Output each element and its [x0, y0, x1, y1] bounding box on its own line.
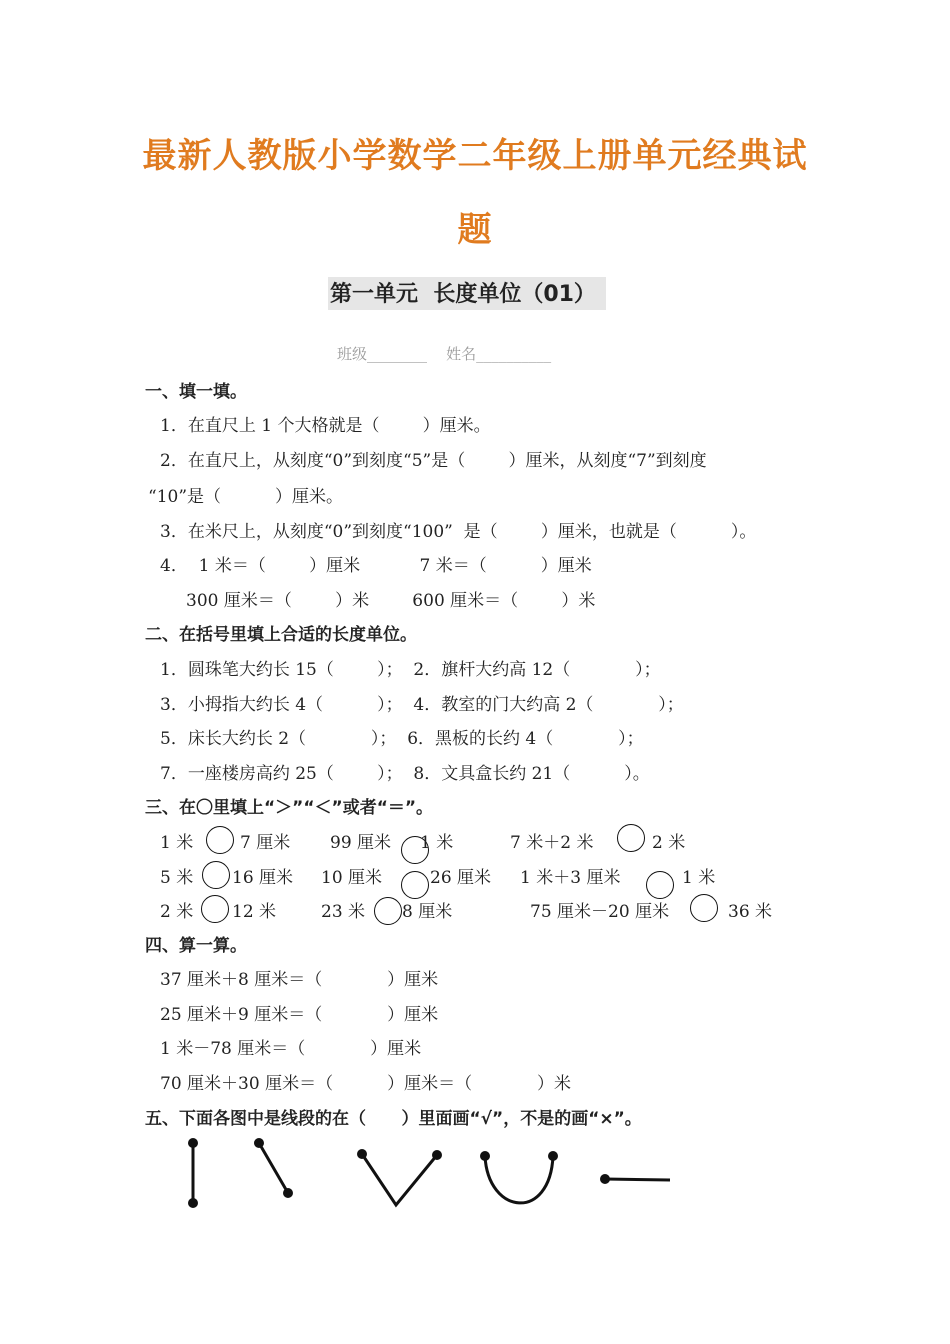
fill-line-1: 1．在直尺上 1 个大格就是（ ）厘米。 [160, 416, 491, 436]
section-4-heading: 四、算一算。 [145, 936, 247, 956]
unit-line-3: 5．床长大约长 2（ ）； 6．黑板的长约 4（ ）； [160, 729, 644, 749]
compare-right: 7 厘米 [240, 833, 291, 853]
compare-left: 1 米＋3 厘米 [520, 868, 621, 888]
calc-line-2: 25 厘米＋9 厘米＝（ ）厘米 [160, 1005, 439, 1025]
fill-line-3: 3．在米尺上，从刻度“0”到刻度“100” 是（ ）厘米，也就是（ ）。 [160, 522, 757, 542]
figure-curve [482, 1153, 557, 1203]
compare-right: 12 米 [232, 902, 277, 922]
compare-left: 99 厘米 [330, 833, 392, 853]
compare-left: 7 米＋2 米 [510, 833, 594, 853]
calc-line-1: 37 厘米＋8 厘米＝（ ）厘米 [160, 970, 439, 990]
compare-left: 1 米 [160, 833, 194, 853]
compare-right: 1 米 [682, 868, 716, 888]
fill-line-2-cont: “10”是（ ）厘米。 [148, 487, 344, 507]
section-5-heading: 五、下面各图中是线段的在（ ）里面画“√”，不是的画“×”。 [145, 1109, 642, 1129]
unit-title: 第一单元 长度单位（01） [328, 277, 606, 310]
compare-left: 2 米 [160, 902, 194, 922]
section-1-heading: 一、填一填。 [145, 382, 247, 402]
title-line-1: 最新人教版小学数学二年级上册单元经典试 [142, 136, 808, 176]
fill-line-2: 2．在直尺上，从刻度“0”到刻度“5”是（ ）厘米，从刻度“7”到刻度 [160, 451, 707, 471]
class-name-line: 班级________ 姓名__________ [337, 345, 552, 363]
unit-line-2: 3．小拇指大约长 4（ ）； 4．教室的门大约高 2（ ）； [160, 695, 684, 715]
unit-line-4: 7．一座楼房高约 25（ ）； 8．文具盒长约 21（ ）。 [160, 764, 650, 784]
compare-right: 2 米 [652, 833, 686, 853]
figure-v-shape [359, 1151, 441, 1206]
title-line-2: 题 [457, 210, 493, 250]
calc-line-3: 1 米－78 厘米＝（ ）厘米 [160, 1039, 422, 1059]
fill-line-4b: 300 厘米＝（ ）米 600 厘米＝（ ）米 [186, 591, 596, 611]
figure-ray [602, 1176, 671, 1183]
compare-right: 8 厘米 [402, 902, 453, 922]
compare-right: 1 米 [420, 833, 454, 853]
compare-left: 5 米 [160, 868, 194, 888]
calc-line-4: 70 厘米＋30 厘米＝（ ）厘米＝（ ）米 [160, 1074, 571, 1094]
figure-vertical-segment [190, 1140, 197, 1207]
compare-right: 16 厘米 [232, 868, 294, 888]
compare-right: 36 米 [728, 902, 773, 922]
compare-right: 26 厘米 [430, 868, 492, 888]
compare-left: 23 米 [321, 902, 366, 922]
compare-left: 10 厘米 [321, 868, 383, 888]
figure-slanted-segment [256, 1140, 292, 1197]
section-2-heading: 二、在括号里填上合适的长度单位。 [145, 625, 417, 645]
compare-left: 75 厘米－20 厘米 [530, 902, 670, 922]
section-3-heading: 三、在〇里填上“＞”“＜”或者“＝”。 [145, 798, 434, 818]
fill-line-4: 4． 1 米＝（ ）厘米 7 米＝（ ）厘米 [160, 556, 592, 576]
unit-line-1: 1．圆珠笔大约长 15（ ）； 2．旗杆大约高 12（ ）； [160, 660, 661, 680]
